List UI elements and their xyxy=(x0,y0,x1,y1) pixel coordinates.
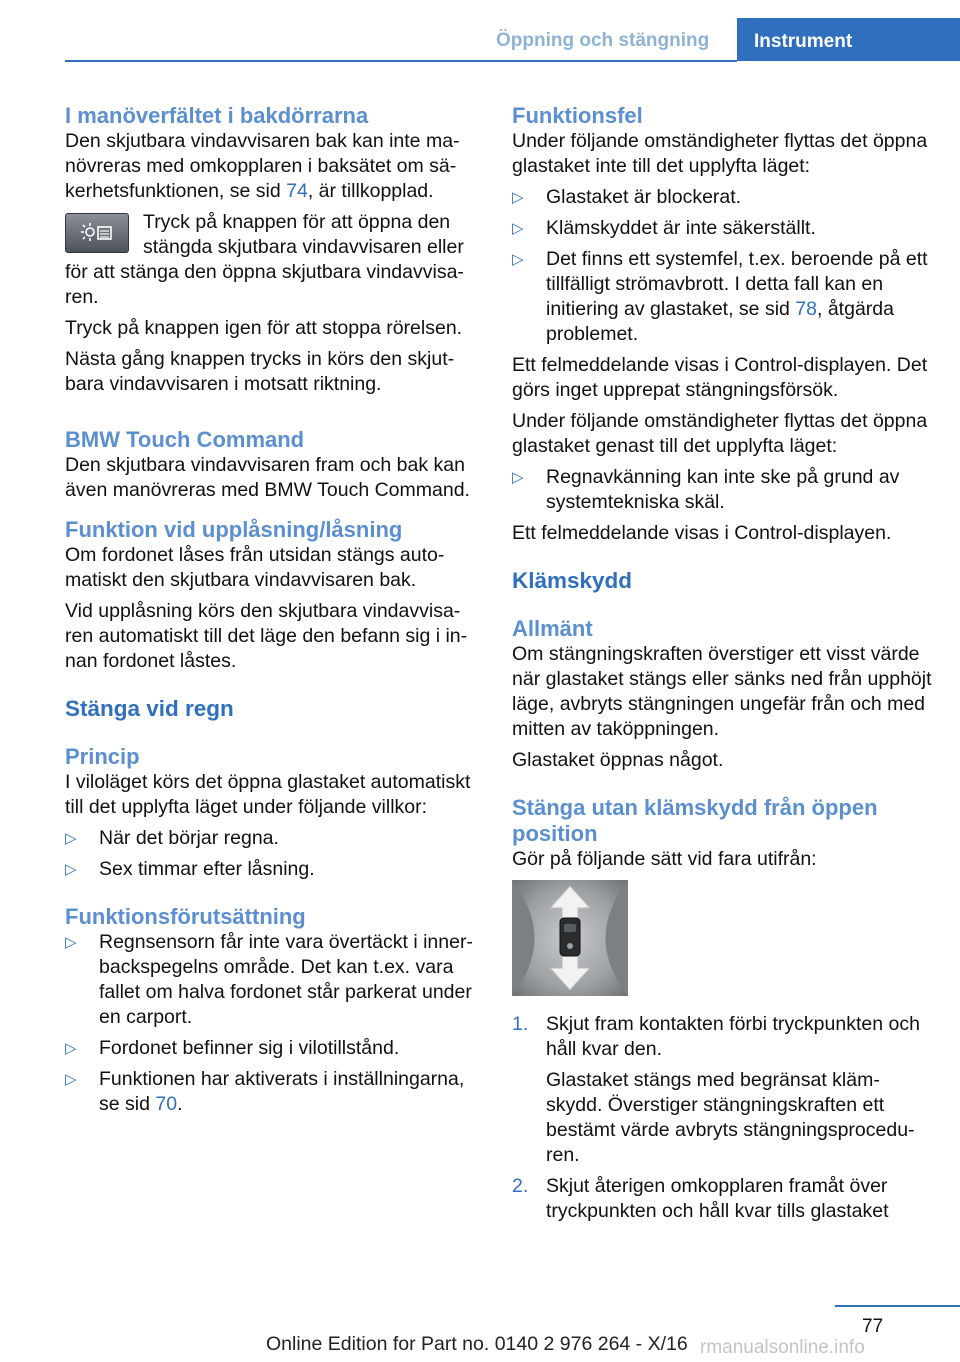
list-item: ▷ Klämskyddet är inte säkerställt. xyxy=(512,216,932,241)
para-lock-2: Vid upplåsning körs den skjutbara vindavvisa-ren automatiskt till det läge den befann sig i in-nan fordonet låstes. xyxy=(65,600,468,672)
para-malfunction-4: Ett felmeddelande visas i Control-displayen. xyxy=(512,522,892,544)
page-link-74[interactable]: 74 xyxy=(286,180,308,202)
para-malfunction-3: Under följande omständigheter flyttas det öppna glastaket genast till det upplyfta läget: xyxy=(512,410,928,457)
list-rain-detection xyxy=(512,465,932,515)
para-rear-doors: Den skjutbara vindavvisaren bak kan inte ma-növreras med omkopplaren i baksätet om sä-kerhetsfunktionen, se sid 74, är tillkopplad. xyxy=(65,130,460,202)
para-malfunction-1: Under följande omständigheter flyttas det öppna glastaket inte till det upplyfta läget: xyxy=(512,130,928,177)
para-general-1: Om stängningskraften överstiger ett visst värde när glastaket stängs eller sänks ned från upphöjt läge, avbryts stängningen ungefär från och med mitten av taköppningen. xyxy=(512,643,932,740)
para-princip: I viloläget körs det öppna glastaket automatiskt till det upplyfta läget under följande villkor: xyxy=(65,771,471,818)
para-lock-1: Om fordonet låses från utsidan stängs auto-matiskt den skjutbara vindavvisaren bak. xyxy=(65,544,445,591)
heading-malfunction: Funktionsfel xyxy=(512,103,643,128)
list-item: ▷ Det finns ett systemfel, t.ex. beroende på ett tillfälligt strömavbrott. I detta fall kan en initiering av glastaket, se sid 78, åtgärda problemet. xyxy=(512,247,932,347)
para-touch-command: Den skjutbara vindavvisaren fram och bak kan även manövreras med BMW Touch Command. xyxy=(65,454,470,501)
heading-close-in-rain: Stänga vid regn xyxy=(65,696,234,721)
step-item: 1. Skjut fram kontakten förbi tryckpunkten och håll kvar den. Glastaket stängs med begränsat kläm-skydd. Överstiger stängningskraften ett bestämt värde avbryts stängningsprocedu-ren. xyxy=(512,1013,920,1166)
list-item: ▷ Sex timmar efter låsning. xyxy=(65,857,483,882)
left-column xyxy=(65,103,483,1123)
para-next-press: Nästa gång knappen trycks in körs den skjut-bara vindavvisaren i motsatt riktning. xyxy=(65,348,455,395)
step-number: 1. xyxy=(512,1013,529,1035)
roof-switch-photo xyxy=(512,880,628,996)
header-section-title: Öppning och stängning xyxy=(496,30,710,51)
para-without-protection: Gör på följande sätt vid fara utifrån: xyxy=(512,848,817,870)
list-item: ▷ Glastaket är blockerat. xyxy=(512,185,932,210)
page-link-78[interactable]: 78 xyxy=(795,298,817,320)
heading-touch-command: BMW Touch Command xyxy=(65,427,305,452)
steps-list xyxy=(512,1012,932,1224)
page-header xyxy=(0,0,960,62)
para-press-button: Tryck på knappen för att öppna den stängda skjutbara vindavvisaren eller för att stänga den öppna skjutbara vindavvisa-ren. xyxy=(65,211,464,308)
heading-close-without-protection: Stänga utan klämskydd från öppen position xyxy=(512,795,878,846)
step-item: 2. Skjut återigen omkopplaren framåt över tryckpunkten och håll kvar tills glastaket xyxy=(512,1175,889,1222)
heading-function-requirement: Funktionsförutsättning xyxy=(65,904,306,929)
list-item: ▷ När det börjar regna. xyxy=(65,826,483,851)
list-item: ▷ Regnsensorn får inte vara övertäckt i inner-backspegelns område. Det kan t.ex. vara fallet om halva fordonet står parkerat under en carport. xyxy=(65,930,483,1030)
para-malfunction-2: Ett felmeddelande visas i Control-displayen. Det görs inget upprepat stängningsförsök. xyxy=(512,354,928,401)
watermark: rmanualsonline.info xyxy=(700,1337,865,1358)
para-stop: Tryck på knappen igen för att stoppa rörelsen. xyxy=(65,317,463,339)
page-number: 77 xyxy=(862,1316,884,1337)
list-item: ▷ Funktionen har aktiverats i inställningarna, se sid 70. xyxy=(65,1067,483,1117)
sunblind-button-icon xyxy=(65,213,129,253)
footer-divider xyxy=(835,1305,960,1307)
heading-lock-function: Funktion vid upplåsning/låsning xyxy=(65,517,403,542)
heading-general: Allmänt xyxy=(512,616,593,641)
list-requirements xyxy=(65,930,483,1117)
header-chapter-tab[interactable]: Instrument xyxy=(737,18,960,61)
footer-edition: Online Edition for Part no. 0140 2 976 264 - X/16 xyxy=(266,1333,688,1355)
list-item: ▷ Fordonet befinner sig i vilotillstånd. xyxy=(65,1036,483,1061)
header-divider xyxy=(65,60,737,62)
heading-rear-doors: I manöverfältet i bakdörrarna xyxy=(65,103,369,128)
page-link-70[interactable]: 70 xyxy=(155,1093,178,1115)
list-malfunction xyxy=(512,185,932,347)
step-number: 2. xyxy=(512,1175,529,1197)
para-general-2: Glastaket öppnas något. xyxy=(512,749,724,771)
right-column xyxy=(512,103,932,1230)
list-item: ▷ Regnavkänning kan inte ske på grund av systemtekniska skäl. xyxy=(512,465,932,515)
heading-pinch-protection: Klämskydd xyxy=(512,568,633,593)
list-princip xyxy=(65,826,483,882)
heading-princip: Princip xyxy=(65,744,140,769)
